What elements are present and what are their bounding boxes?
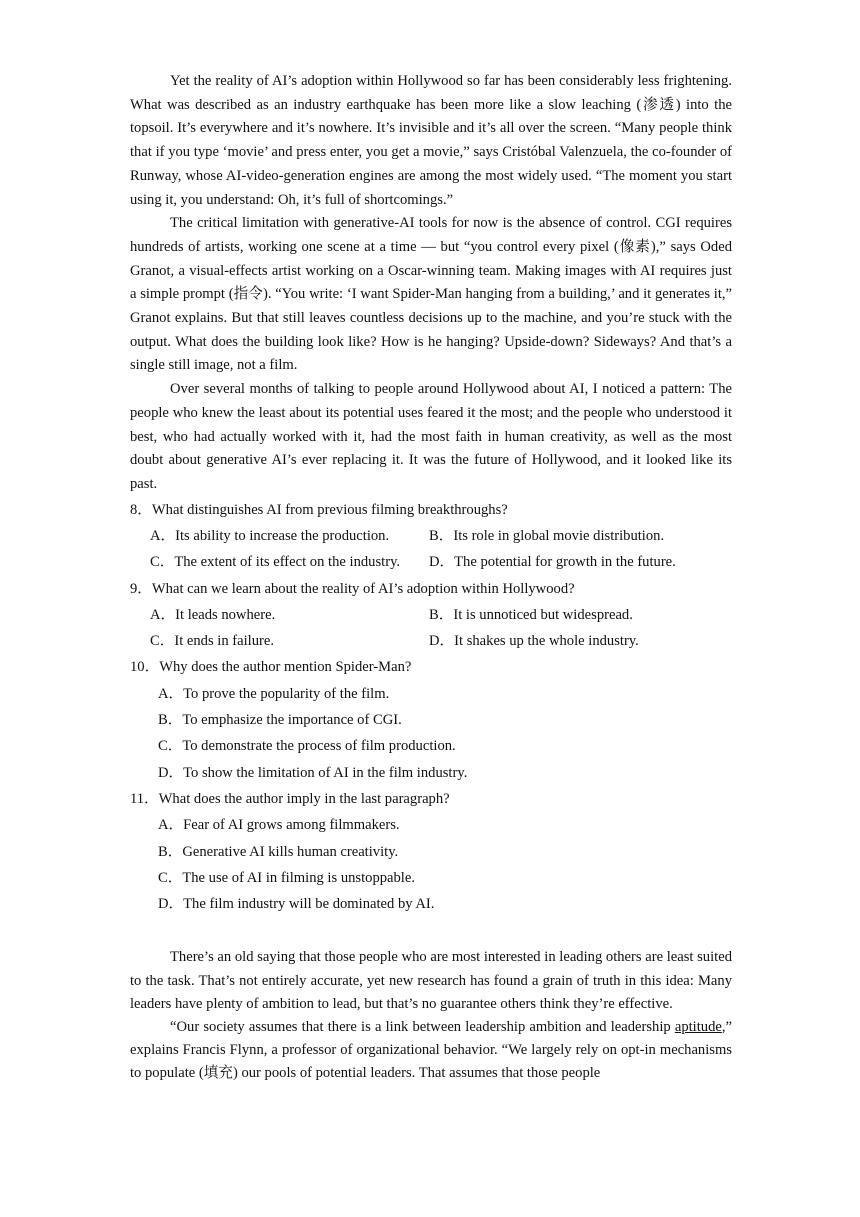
option-c[interactable]: C．The extent of its effect on the industry. xyxy=(150,554,401,571)
question-10 xyxy=(130,654,732,785)
paragraph-text: “Our society assumes that there is a link between leadership ambition and leadership xyxy=(170,1019,675,1036)
option-b[interactable]: B．It is unnoticed but widespread. xyxy=(429,606,633,623)
question-9 xyxy=(130,576,732,655)
passage-c-paragraph-2: The critical limitation with generative-AI tools for now is the absence of control. CGI requires hundreds of artists, working one scene at a time — but “you control every pixel (像素),” says Oded Granot, a visual-effects artist working on a Oscar-winning team. Making images with AI requires just a simple prompt (指令). “You write: ‘I want Spider-Man hanging from a building,’ and it generates it,” Granot explains. But that still leaves countless decisions up to the machine, and you’re stuck with the output. What does the building look like? How is he hanging? Upside-down? Sideways? And that’s a single still image, not a film. xyxy=(130,215,732,374)
passage-d-paragraph-2 xyxy=(130,1016,732,1086)
option-b[interactable]: B．To emphasize the importance of CGI. xyxy=(158,712,402,729)
option-a[interactable]: A．It leads nowhere. xyxy=(150,606,276,623)
option-d[interactable]: D．The potential for growth in the future. xyxy=(429,554,676,571)
option-d[interactable]: D．The film industry will be dominated by AI. xyxy=(158,896,435,913)
question-stem: 9．What can we learn about the reality of AI’s adoption within Hollywood? xyxy=(130,580,575,597)
question-stem: 11．What does the author imply in the last paragraph? xyxy=(130,790,450,807)
section-gap xyxy=(130,917,732,946)
option-a[interactable]: A．To prove the popularity of the film. xyxy=(158,685,390,702)
passage-c-paragraph-3: Over several months of talking to people around Hollywood about AI, I noticed a pattern: The people who knew the least about its potential uses feared it the most; and the people who understood it best, who had actually worked with it, had the most faith in human creativity, as well as the most doubt about generative AI’s ever replacing it. It was the future of Hollywood, and it looked like its past. xyxy=(130,381,732,492)
option-a[interactable]: A．Fear of AI grows among filmmakers. xyxy=(158,817,400,834)
underlined-word: aptitude xyxy=(674,1019,722,1036)
option-d[interactable]: D．To show the limitation of AI in the film industry. xyxy=(158,764,468,781)
question-8 xyxy=(130,497,732,576)
option-b[interactable]: B．Generative AI kills human creativity. xyxy=(158,843,399,860)
option-d[interactable]: D．It shakes up the whole industry. xyxy=(429,633,639,650)
option-c[interactable]: C．To demonstrate the process of film production. xyxy=(158,738,456,755)
question-stem: 8．What distinguishes AI from previous filming breakthroughs? xyxy=(130,501,508,518)
option-b[interactable]: B．Its role in global movie distribution. xyxy=(429,527,665,544)
option-c[interactable]: C．The use of AI in filming is unstoppable. xyxy=(158,869,415,886)
paragraph-text: ,” explains Francis Flynn, a professor of organizational behavior. “We largely rely on opt-in mechanisms to populate (填充) our pools of potential leaders. That assumes that those people xyxy=(130,1019,732,1082)
passage-d-paragraph-1: There’s an old saying that those people who are most interested in leading others are least suited to the task. That’s not entirely accurate, yet new research has found a grain of truth in this idea: Many leaders have plenty of ambition to lead, but that’s no guarantee others think they’re effective. xyxy=(130,949,732,1012)
question-stem: 10．Why does the author mention Spider-Man? xyxy=(130,659,412,676)
option-c[interactable]: C．It ends in failure. xyxy=(150,633,275,650)
document-page xyxy=(130,70,732,1086)
option-a[interactable]: A．Its ability to increase the production. xyxy=(150,527,390,544)
passage-c-paragraph-1: Yet the reality of AI’s adoption within Hollywood so far has been considerably less frightening. What was described as an industry earthquake has been more like a slow leaching (渗透) into the topsoil. It’s everywhere and it’s nowhere. It’s invisible and it’s all over the screen. “Many people think that if you type ‘movie’ and press enter, you get a movie,” says Cristóbal Valenzuela, the co-founder of Runway, whose AI-video-generation engines are among the most widely used. “The moment you start using it, you understand: Oh, it’s full of shortcomings.” xyxy=(130,73,732,208)
question-11 xyxy=(130,786,732,917)
